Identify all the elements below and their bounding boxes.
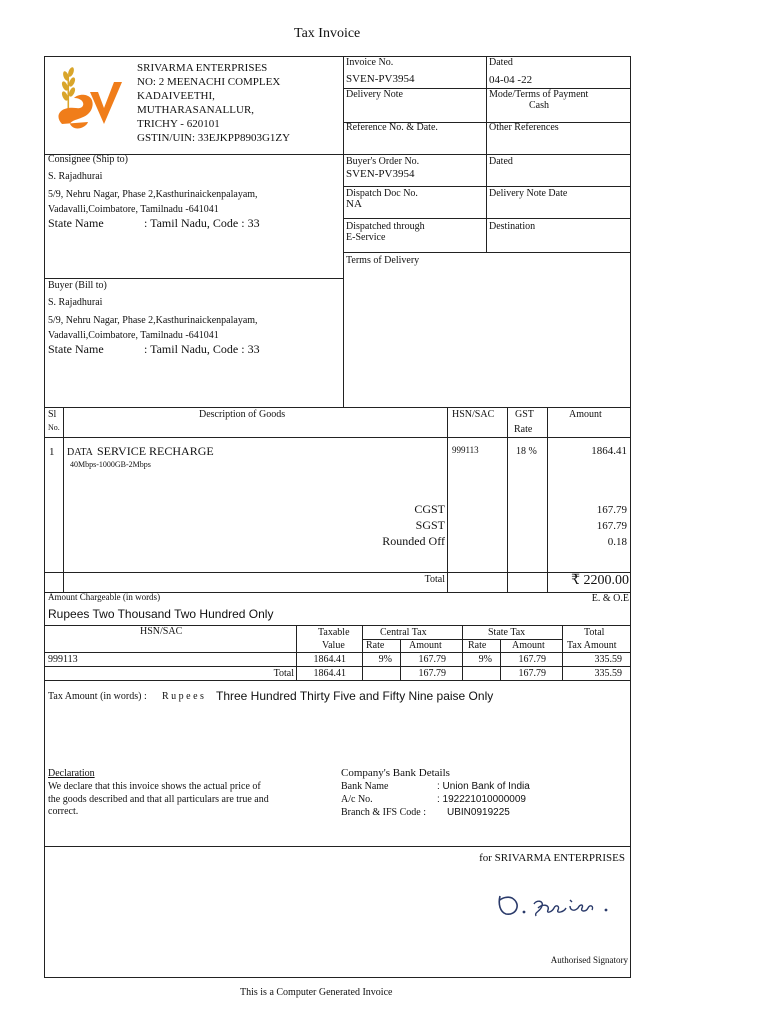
company-logo (52, 62, 132, 140)
ifs-code: UBIN0919225 (447, 807, 510, 818)
tax-total-taxable: 1864.41 (313, 668, 346, 679)
items-header-amount: Amount (569, 409, 602, 420)
tax-total-central-amount: 167.79 (418, 668, 446, 679)
tax-header-central: Central Tax (380, 627, 427, 638)
seller-address-line: NO: 2 MEENACHI COMPLEX (137, 76, 281, 88)
tax-total-state-amount: 167.79 (518, 668, 546, 679)
items-header-hsn: HSN/SAC (452, 409, 495, 420)
payment-terms: Cash (529, 100, 549, 111)
items-header-description: Description of Goods (199, 409, 286, 420)
buyer-state: : Tamil Nadu, Code : 33 (144, 342, 260, 356)
tax-total-total: 335.59 (594, 668, 622, 679)
delivery-note-label: Delivery Note (346, 89, 403, 100)
bank-name: : Union Bank of India (437, 781, 530, 792)
account-no-label: A/c No. (341, 794, 373, 805)
terms-delivery-label: Terms of Delivery (346, 255, 420, 266)
bank-label: Company's Bank Details (341, 767, 450, 779)
tax-header-state-amount: Amount (512, 640, 545, 651)
items-total-amount: ₹ 2200.00 (571, 573, 629, 588)
tax-row-taxable: 1864.41 (313, 654, 346, 665)
tax-header-central-amount: Amount (409, 640, 442, 651)
consignee-label: Consignee (Ship to) (48, 154, 128, 165)
dispatched-through: E-Service (346, 232, 386, 243)
tax-words-rupees: R u p e e s (162, 691, 204, 702)
rounded-off-label: Rounded Off (382, 534, 445, 548)
payment-terms-label: Mode/Terms of Payment (489, 89, 589, 100)
invoice-date: 04-04 -22 (489, 74, 533, 86)
consignee-state-label: State Name (48, 216, 104, 230)
dispatch-doc-label: Dispatch Doc No. (346, 188, 418, 199)
tax-header-total-amount: Tax Amount (567, 640, 617, 651)
tax-row-total: 335.59 (594, 654, 622, 665)
reference-label: Reference No. & Date. (346, 122, 438, 133)
tax-row-central-amount: 167.79 (418, 654, 446, 665)
tax-header-state-rate: Rate (468, 640, 487, 651)
buyers-order-no: SVEN-PV3954 (346, 168, 415, 180)
tax-header-taxable: Taxable (318, 627, 350, 638)
signature-image (494, 890, 618, 920)
sgst-amount: 167.79 (596, 520, 627, 532)
eoe-label: E. & O.E (591, 593, 629, 604)
declaration-text: We declare that this invoice shows the actual price of (48, 781, 261, 792)
tax-header-total: Total (584, 627, 605, 638)
tax-words-label: Tax Amount (in words) : (48, 691, 147, 702)
tax-header-state: State Tax (488, 627, 526, 638)
consignee-address: Vadavalli,Coimbatore, Tamilnadu -641041 (48, 204, 219, 215)
buyer-name: S. Rajadhurai (48, 297, 103, 308)
seller-address-line: KADAIVEETHI, (137, 90, 215, 102)
tax-header-hsn: HSN/SAC (140, 626, 183, 637)
footer-note: This is a Computer Generated Invoice (240, 987, 393, 998)
items-header-rate: Rate (514, 424, 533, 435)
tax-row-central-rate: 9% (378, 654, 392, 665)
other-references-label: Other References (489, 122, 559, 133)
ifs-code-label: Branch & IFS Code : (341, 807, 426, 818)
declaration-label: Declaration (48, 768, 95, 779)
item-description-b: SERVICE RECHARGE (97, 444, 214, 458)
delivery-note-date-label: Delivery Note Date (489, 188, 568, 199)
account-no: : 192221010000009 (437, 794, 526, 805)
sgst-label: SGST (415, 518, 445, 532)
consignee-name: S. Rajadhurai (48, 171, 103, 182)
tax-row-hsn: 999113 (48, 654, 78, 665)
words-label: Amount Chargeable (in words) (48, 592, 161, 602)
item-description-a: DATA (67, 447, 93, 458)
buyer-address: 5/9, Nehru Nagar, Phase 2,Kasthurinaickenpalayam, (48, 315, 258, 326)
seller-name: SRIVARMA ENTERPRISES (137, 62, 268, 74)
authorised-signatory: Authorised Signatory (550, 955, 628, 965)
tax-header-value: Value (322, 640, 345, 651)
for-company: for SRIVARMA ENTERPRISES (479, 852, 625, 864)
buyers-order-label: Buyer's Order No. (346, 156, 420, 167)
dispatch-doc: NA (346, 198, 362, 210)
item-amount: 1864.41 (591, 445, 627, 457)
tax-header-central-rate: Rate (366, 640, 385, 651)
declaration-text: correct. (48, 806, 79, 817)
items-total-label: Total (424, 574, 445, 585)
rounded-off-amount: 0.18 (607, 536, 627, 548)
cgst-amount: 167.79 (596, 504, 627, 516)
buyer-address: Vadavalli,Coimbatore, Tamilnadu -641041 (48, 330, 219, 341)
seller-gstin: GSTIN/UIN: 33EJKPP8903G1ZY (137, 132, 291, 144)
declaration-text: the goods described and that all particulars are true and (48, 794, 269, 805)
item-hsn: 999113 (452, 445, 479, 455)
dated-label: Dated (489, 156, 513, 167)
items-header-gst: GST (515, 409, 534, 420)
logo-graphic (52, 62, 132, 140)
seller-address-line: TRICHY - 620101 (137, 118, 220, 130)
buyer-state-label: State Name (48, 342, 104, 356)
buyer-label: Buyer (Bill to) (48, 280, 107, 291)
item-sl: 1 (49, 446, 55, 458)
item-subdescription: 40Mbps-1000GB-2Mbps (70, 460, 151, 469)
item-gst-rate: 18 % (516, 446, 537, 457)
bank-name-label: Bank Name (341, 781, 389, 792)
seller-address-line: MUTHARASANALLUR, (137, 104, 255, 116)
consignee-state: : Tamil Nadu, Code : 33 (144, 216, 260, 230)
tax-row-state-rate: 9% (478, 654, 492, 665)
dispatched-through-label: Dispatched through (346, 221, 425, 232)
cgst-label: CGST (414, 502, 445, 516)
dated-label: Dated (489, 57, 513, 68)
page-title: Tax Invoice (294, 26, 361, 41)
destination-label: Destination (489, 221, 536, 232)
tax-total-label: Total (273, 668, 294, 679)
tax-row-state-amount: 167.79 (518, 654, 546, 665)
tax-amount-in-words: Three Hundred Thirty Five and Fifty Nine paise Only (216, 689, 494, 703)
items-header-sl: Sl (48, 409, 57, 420)
invoice-no-label: Invoice No. (346, 57, 394, 68)
items-header-no: No. (48, 423, 60, 432)
consignee-address: 5/9, Nehru Nagar, Phase 2,Kasthurinaickenpalayam, (48, 189, 258, 200)
invoice-no: SVEN-PV3954 (346, 73, 415, 85)
amount-in-words: Rupees Two Thousand Two Hundred Only (48, 607, 274, 621)
